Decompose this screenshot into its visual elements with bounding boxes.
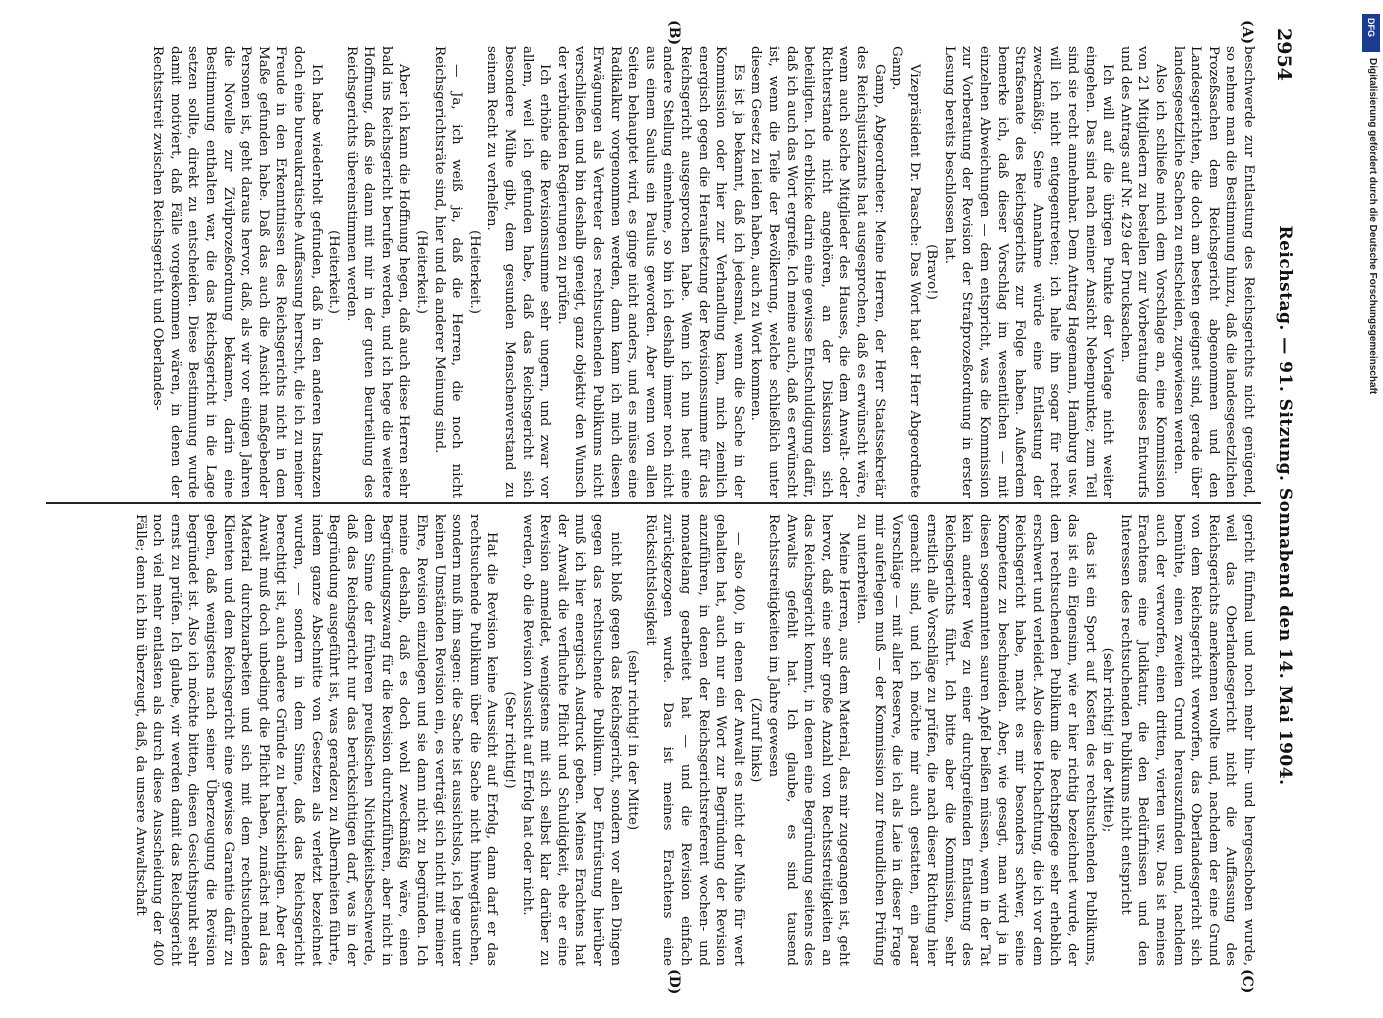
paragraph: nicht bloß gegen das Reichsgericht, sondern vor allen Dingen gegen das rechtsuchende Publikum. Der Entrüstung hierüber muß ich hier energisch Ausdruck geben. Meines Erachtens hat der Anwalt die verfluchte Pflicht und Schuldigkeit, ehe er eine Revision anmeldet, wenigstens mit sich selbst klar darüber zu werden, ob die Revision Aussicht auf Erfolg hat oder nicht.	[519, 514, 623, 966]
right-column	[131, 514, 1257, 966]
margin-marker-c: (C)	[1239, 969, 1255, 994]
left-column	[149, 46, 1257, 498]
interjection: (Heiterkeit.)	[466, 230, 482, 314]
paragraph: Hat die Revision keine Aussicht auf Erfolg, dann darf er das rechtsuchende Publikum über die Sache nicht hinwegtäuschen, sondern muß ihm sagen: die Sache ist aussichtslos, ich lege unter keinen Umständen Revision ein, es verträgt sich nicht mit meiner Ehre, Revision einzulegen und sie dann nicht zu begründen. Ich meine deshalb, daß es doch wohl zweckmäßig wäre, einen Begründungszwang für die Revision durchzuführen, aber nicht in dem Sinne der früheren preußischen Nichtigkeitsbeschwerde, daß das Reichsgericht nur das berücksichtigen darf, was in der Begründung ausgeführt ist, was geradezu zu Albernheiten führte, indem ganze Abschnitte von Gesetzen als verletzt bezeichnet wurden, — sondern in dem Sinne, daß das Reichsgericht berechtigt ist, auch andere Gründe zu berücksichtigen. Aber der Anwalt muß doch unbedingt die Pflicht haben, zunächst mal das Material durchzuarbeiten und sich mit dem rechtsuchenden Klienten und dem Reichsgericht eine gewisse Garantie dafür zu geben, daß wenigstens nach seiner Überzeugung die Revision begründet ist. Also ich möchte bitten, diesen Gesichtspunkt sehr ernst zu prüfen. Ich glaube, wir werden damit das Reichsgericht noch viel mehr entlasten als durch diese Ausscheidung der 400 Fälle; denn ich bin überzeugt, daß, da unsere Anwaltschaft	[132, 514, 500, 966]
interjection: (Zuruf links)	[748, 697, 764, 783]
speaker-paragraph: Vizepräsident Dr. Paasche: Das Wort hat der Herr Abgeordnete Gamp.	[889, 46, 922, 498]
paragraph: Meine Herren, aus dem Material, das mir zugegangen ist, geht hervor, daß eine sehr große Anzahl von Rechtsstreitigkeiten an das Reichsgericht kommt, in denen eine Begründung seitens des Anwalts gefehlt hat. Ich glaube, es sind tausend Rechtsstreitigkeiten im Jahre gewesen	[765, 514, 852, 966]
paragraph: Ich erhöhe die Revisionssumme sehr ungern, und zwar vor allem, weil ich gefunden habe, daß das Reichsgericht sich besondere Mühe gibt, dem gesunden Menschenverstand zu seinem Recht zu verhelfen.	[484, 46, 553, 498]
paragraph: — also 400, in denen der Anwalt es nicht der Mühe für wert gehalten hat, auch nur ein Wort zur Begründung der Revision anzuführen, in denen der Reichsgerichtsreferent wochen- und monatelang gearbeitet hat — und die Revision einfach zurückgezogen wurde. Das ist meines Erachtens eine Rücksichtslosigkeit	[642, 514, 746, 966]
paragraph: gericht fünfmal und noch mehr hin- und hergeschoben wurde, weil das Oberlandesgericht nicht die Auffassung des Reichsgerichts anerkennen wollte und, nachdem der eine Grund von dem Reichsgericht verworfen, das Oberlandesgericht sich bemühte, einen zweiten Grund herauszufinden und, nachdem auch der verworfen, einen dritten, vierten usw. Das ist meines Erachtens eine Judikatur, die den Bedürfnissen und den Interessen des rechtsuchenden Publikums nicht entspricht	[1117, 514, 1256, 966]
digitization-footer	[1360, 14, 1380, 984]
margin-marker-d: (D)	[666, 969, 682, 995]
interjection: (Sehr richtig!)	[502, 691, 518, 789]
paragraph: Ich habe wiederholt gefunden, daß in den anderen Instanzen doch eine bureaukratische Auffassung herrscht, die ich zu meiner Freude in den Erkenntnissen des Reichsgerichts nicht in dem Maße gefunden habe. Daß das auch die Ansicht maßgebender Personen ist, geht daraus hervor, daß, als wir vor einigen Jahren die Novelle zur Zivilprozeßordnung bekamen, darin eine Bestimmung enthalten war, die das Reichsgericht in die Lage setzen sollte, direkt zu entscheiden. Diese Bestimmung wurde damit motiviert, daß Fälle vorgekommen wären, in denen der Rechtsstreit zwischen Reichsgericht und Oberlandes-	[150, 46, 324, 498]
interjection: (Heiterkeit.)	[414, 230, 430, 314]
digitization-credit: Digitalisierung gefördert durch die Deutsche Forschungsgemeinschaft	[1367, 58, 1378, 395]
page-number: 2954	[1273, 28, 1295, 81]
dfg-logo: DFG	[1362, 14, 1380, 52]
paragraph: Ich will auf die übrigen Punkte der Vorlage nicht weiter eingehen. Das sind nach meiner Ansicht Nebenpunkte; zum Teil sind sie recht annehmbar. Dem Antrag Hagemann, Hamburg usw. will ich nicht entgegentreten; ich halte ihn sogar für recht zweckmäßig. Seine Annahme würde eine Entlastung der Strafsenate des Reichsgerichts zur Folge haben. Außerdem bemerke ich, daß dieser Vorschlag im wesentlichen — mit einzelnen Abweichungen — dem entspricht, was die Kommission zur Vorberatung der Revision der Strafprozeßordnung in erster Lesung bereits beschlossen hat.	[941, 46, 1116, 498]
margin-marker-a: (A)	[1239, 20, 1255, 45]
paragraph: Also ich schließe mich dem Vorschlage an, eine Kommission von 21 Mitgliedern zu bestellen zur Vorberatung dieses Entwurfs und des Antrags auf Nr. 429 der Drucksachen.	[1117, 46, 1169, 498]
page-header	[1265, 18, 1299, 993]
paragraph: Aber ich kann die Hoffnung hegen, daß auch diese Herren sehr bald ins Reichsgericht berufen werden, und ich hege die weitere Hoffnung, daß sie dann mit mir in der guten Beurteilung des Reichsgerichts übereinstimmen werden.	[343, 46, 412, 498]
column-divider	[46, 502, 1261, 504]
paragraph: Es ist ja bekannt, daß ich jedesmal, wenn die Sache in der Kommission oder hier zur Verhandlung kam, mich ziemlich energisch gegen die Heraufsetzung der Revisionssumme für das Reichsgericht ausgesprochen habe. Wenn ich nun heut eine andere Stellung einnehme, so bin ich deshalb immer noch nicht aus einem Saulus ein Paulus geworden. Aber wenn von allen Seiten behauptet wird, es ginge nicht anders, und es müsse eine Radikalkur vorgenommen werden, dann kann ich mich diesen Erwägungen als Vertreter des rechtsuchenden Publikums nicht verschließen und bin deshalb geneigt, ganz objektiv den Wunsch der verbündeten Regierungen zu prüfen.	[554, 46, 746, 498]
interjection: (Bravo!)	[924, 244, 940, 300]
page-title: Reichstag. — 91. Sitzung. Sonnabend den 14. Mai 1904.	[1275, 225, 1295, 786]
document-page	[30, 18, 1305, 993]
interjection: (sehr richtig! in der Mitte);	[1100, 647, 1116, 833]
interjection: (sehr richtig! in der Mitte)	[625, 649, 641, 831]
paragraph: — Ja, ich weiß ja, daß die Herren, die noch nicht Reichsgerichtsräte sind, hier und da anderer Meinung sind.	[431, 46, 465, 498]
interjection: (Heiterkeit.)	[326, 230, 342, 314]
paragraph: das ist ein Sport auf Kosten des rechtsuchenden Publikums, das ist ein Eigensinn, wie er hier richtig bezeichnet wurde, der dem rechtsuchenden Publikum die Rechtspflege sehr erheblich erschwert und verleidet. Also diese Hochachtung, die ich vor dem Reichsgericht habe, macht es mir besonders schwer, seine Kompetenz zu beschneiden. Aber, wie gesagt, man wird ja in diesen sogenannten sauren Apfel beißen müssen, wenn in der Tat kein anderer Weg zu einer durchgreifenden Entlastung des Reichsgerichts führt. Ich bitte aber die Kommission, sehr ernstlich alle Vorschläge zu prüfen, die nach dieser Richtung hier gemacht sind, und ich möchte mir auch gestatten, ein paar Vorschläge — mit aller Reserve, die ich als Laie in dieser Frage mir auferlegen muß — der Kommission zur freundlichen Prüfung zu unterbreiten.	[853, 514, 1098, 966]
paragraph: beschwerde zur Entlastung des Reichsgerichts nicht genügend, so nehme man die Bestimmung hinzu, daß die landesgesetzlichen Prozeßsachen dem Reichsgericht abgenommen und den Landesgerichten, die doch am besten geeignet sind, gerade über landesgesetzliche Sachen zu entscheiden, zugewiesen werden.	[1170, 46, 1256, 498]
speaker-paragraph: Gamp, Abgeordneter: Meine Herren, der Herr Staatssekretär des Reichsjustizamts hat ausgesprochen, daß es erwünscht wäre, wenn auch solche Mitglieder des Hauses, die dem Anwalt- oder Richterstande nicht angehören, an der Diskussion sich beteiligten. Ich erblicke darin eine gewisse Entschuldigung dafür, daß ich auch das Wort ergreife. Ich meine auch, daß es erwünscht ist, wenn die Teile der Bevölkerung, welche schließlich unter diesem Gesetz zu leiden haben, auch zu Wort kommen.	[748, 46, 887, 498]
margin-marker-b: (B)	[666, 20, 682, 46]
